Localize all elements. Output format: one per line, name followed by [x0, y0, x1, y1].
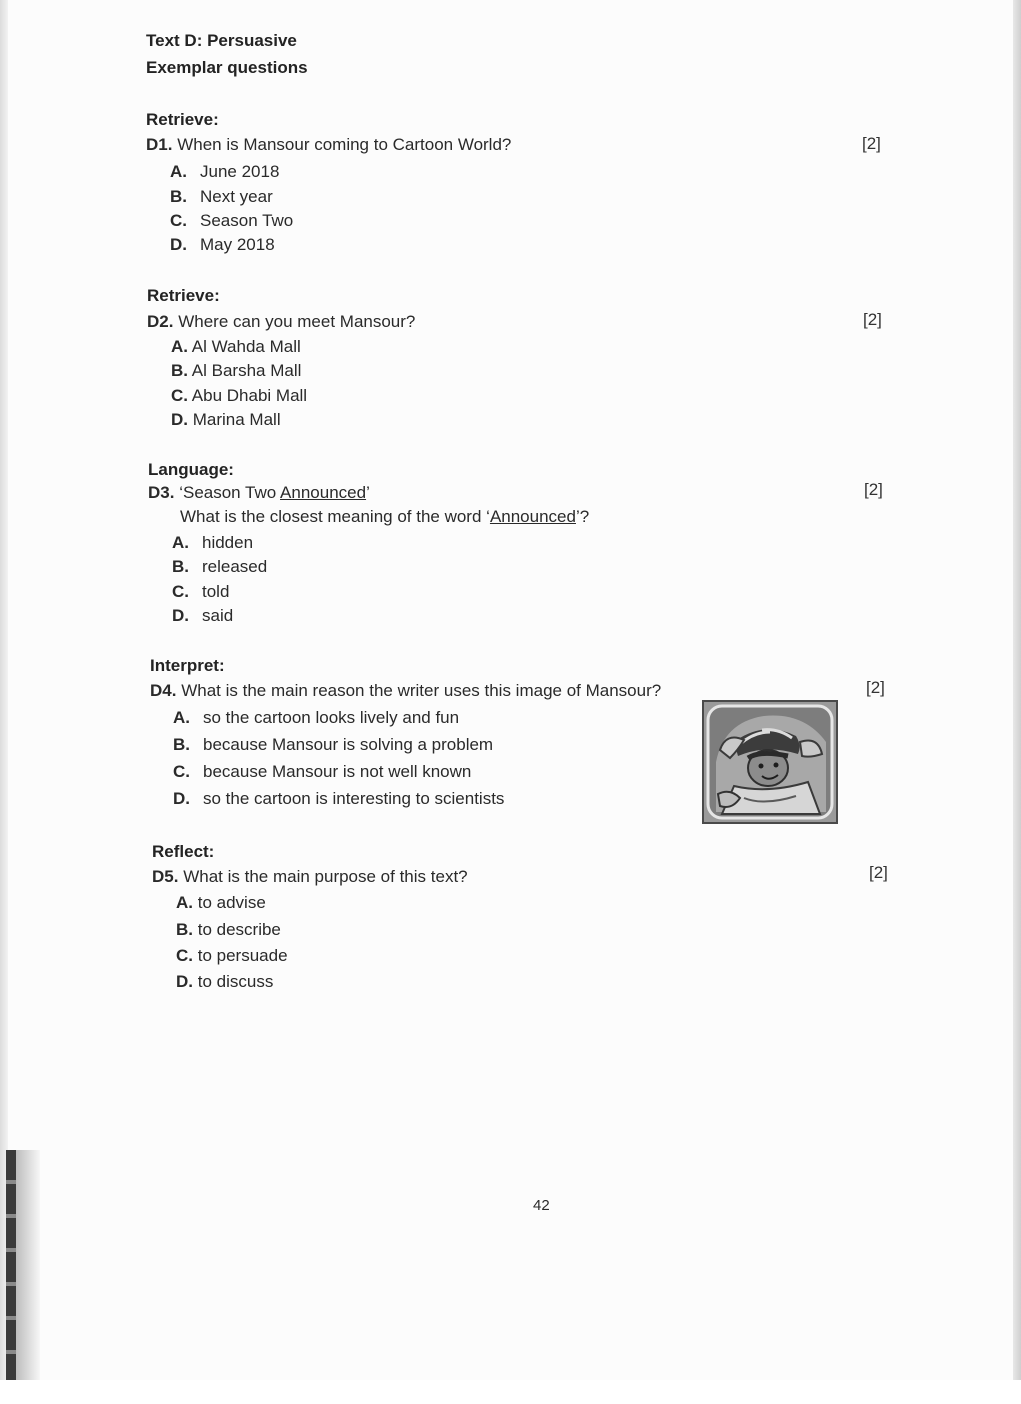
- mansour-cartoon-image: [702, 700, 838, 824]
- option-text: June 2018: [200, 162, 280, 181]
- option-letter: A.: [176, 893, 193, 912]
- option-text: so the cartoon looks lively and fun: [203, 708, 460, 727]
- option-d5-c: [176, 946, 288, 966]
- option-d3-b: [172, 557, 267, 577]
- option-text: hidden: [202, 533, 254, 552]
- option-d2-a: [171, 337, 301, 357]
- option-text: because Mansour is not well known: [203, 762, 472, 781]
- underlined-word: Announced: [280, 483, 367, 502]
- option-d4-d: [173, 789, 504, 809]
- option-text: Abu Dhabi Mall: [191, 386, 308, 405]
- option-letter: C.: [176, 946, 193, 965]
- option-text: Next year: [200, 187, 273, 206]
- option-d1-a: [170, 162, 279, 182]
- page-title: Text D: Persuasive: [146, 31, 297, 50]
- section-heading-retrieve-d1: Retrieve:: [146, 110, 219, 129]
- marks-d2: [2]: [863, 310, 882, 329]
- option-letter: C.: [171, 386, 188, 405]
- option-letter: A.: [171, 337, 188, 356]
- option-letter: C.: [170, 211, 187, 230]
- section-heading-language: Language:: [148, 460, 234, 479]
- marks-d1: [2]: [862, 134, 881, 153]
- option-d1-d: [170, 235, 275, 255]
- page-number: 42: [533, 1197, 550, 1214]
- question-text-post: ’: [366, 483, 370, 502]
- page-subtitle: Exemplar questions: [146, 58, 308, 77]
- option-text: to discuss: [197, 972, 274, 991]
- option-letter: D.: [173, 789, 190, 808]
- question-number: D2.: [147, 312, 174, 331]
- subtext-post: ’?: [575, 507, 590, 526]
- section-heading-reflect: Reflect:: [152, 842, 215, 861]
- option-text: to persuade: [197, 946, 288, 965]
- question-number: D3.: [148, 483, 175, 502]
- option-letter: D.: [176, 972, 193, 991]
- option-d5-b: [176, 920, 281, 940]
- question-d2: [147, 312, 415, 332]
- scan-margin-bottom: [0, 1380, 1021, 1404]
- option-d3-d: [172, 606, 233, 626]
- subtext-pre: What is the closest meaning of the word ‘: [180, 507, 490, 526]
- option-letter: B.: [172, 557, 189, 576]
- option-letter: A.: [172, 533, 189, 552]
- option-text: to describe: [197, 920, 281, 939]
- question-number: D1.: [146, 135, 173, 154]
- option-letter: A.: [170, 162, 187, 181]
- question-d3-subtext: [180, 507, 589, 527]
- option-d3-c: [172, 582, 229, 602]
- scan-shadow-left: [6, 1150, 40, 1382]
- option-letter: D.: [172, 606, 189, 625]
- option-letter: C.: [173, 762, 190, 781]
- option-text: Season Two: [200, 211, 294, 230]
- option-text: to advise: [197, 893, 266, 912]
- marks-d4: [2]: [866, 678, 885, 697]
- underlined-word: Announced: [489, 507, 576, 526]
- option-text: May 2018: [200, 235, 275, 254]
- option-letter: B.: [171, 361, 188, 380]
- option-d1-c: [170, 211, 293, 231]
- option-d1-b: [170, 187, 273, 207]
- option-letter: A.: [173, 708, 190, 727]
- marks-d5: [2]: [869, 863, 888, 882]
- marks-d3: [2]: [864, 480, 883, 499]
- option-d4-c: [173, 762, 471, 782]
- option-d4-a: [173, 708, 459, 728]
- option-text: said: [202, 606, 234, 625]
- question-d4: [150, 681, 661, 701]
- option-text: Al Barsha Mall: [191, 361, 302, 380]
- question-text: What is the main purpose of this text?: [183, 867, 468, 886]
- section-heading-interpret: Interpret:: [150, 656, 225, 675]
- option-letter: B.: [170, 187, 187, 206]
- option-d5-a: [176, 893, 266, 913]
- option-d4-b: [173, 735, 493, 755]
- option-d2-b: [171, 361, 301, 381]
- question-text-pre: ‘Season Two: [179, 483, 281, 502]
- option-d3-a: [172, 533, 253, 553]
- option-text: Al Wahda Mall: [191, 337, 301, 356]
- option-text: Marina Mall: [192, 410, 281, 429]
- question-text: When is Mansour coming to Cartoon World?: [177, 135, 512, 154]
- option-d2-d: [171, 410, 281, 430]
- question-d3: [148, 483, 370, 503]
- option-letter: C.: [172, 582, 189, 601]
- option-text: so the cartoon is interesting to scientists: [203, 789, 505, 808]
- option-letter: B.: [173, 735, 190, 754]
- question-d5: [152, 867, 468, 887]
- question-d1: [146, 135, 511, 155]
- question-text: What is the main reason the writer uses this image of Mansour?: [181, 681, 662, 700]
- option-text: because Mansour is solving a problem: [203, 735, 494, 754]
- question-text: Where can you meet Mansour?: [178, 312, 416, 331]
- option-letter: D.: [171, 410, 188, 429]
- option-d5-d: [176, 972, 273, 992]
- option-letter: B.: [176, 920, 193, 939]
- question-number: D4.: [150, 681, 177, 700]
- scan-edge-right: [1013, 0, 1021, 1380]
- option-text: told: [202, 582, 230, 601]
- section-heading-retrieve-d2: Retrieve:: [147, 286, 220, 305]
- option-letter: D.: [170, 235, 187, 254]
- cartoon-character-icon: [704, 702, 836, 822]
- question-number: D5.: [152, 867, 179, 886]
- option-d2-c: [171, 386, 307, 406]
- option-text: released: [202, 557, 268, 576]
